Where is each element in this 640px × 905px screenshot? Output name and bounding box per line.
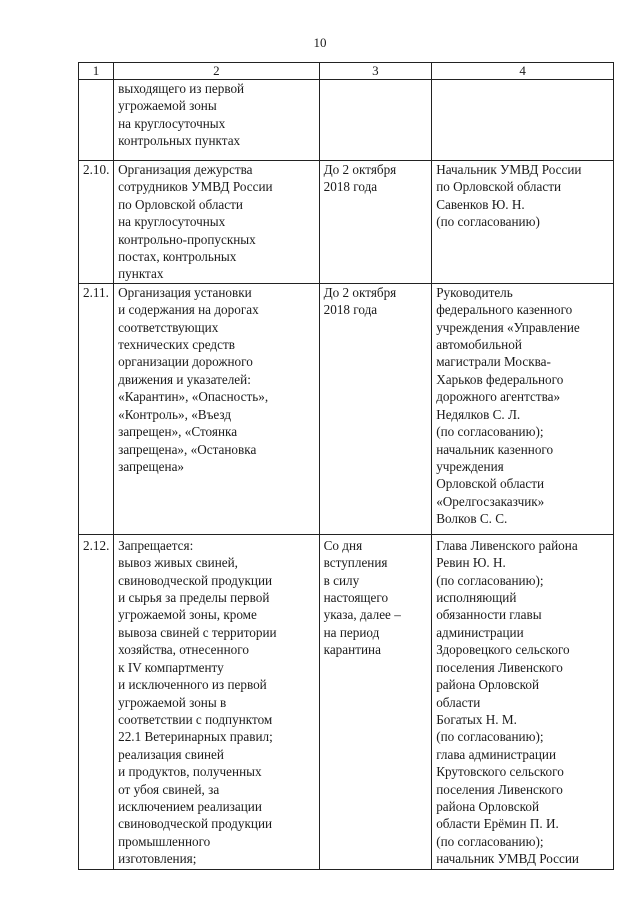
page-number: 10 <box>313 35 327 50</box>
row-action: Организация установки и содержания на дорогах соответствующих технических средств организации дорожного движения и указателей: «Карантин», «Опасность», «Контроль», «Въезд запрещен», «Стоянка запрещена», «Остановка запрещена» <box>114 283 320 534</box>
row-action: Запрещается: вывоз живых свиней, свиноводческой продукции и сырья за пределы первой угрожаемой зоны, кроме вывоза свиней с территории хозяйства, отнесенного к IV компартменту и исключенного из первой угрожаемой зоны в соответствии с подпунктом 22.1 Ветеринарных правил; реализация свиней и продуктов, полученных от убоя свиней, за исключением реализации свиноводческой продукции промышленного изготовления; <box>114 534 320 869</box>
row-responsible: Начальник УМВД России по Орловской области Савенков Ю. Н. (по согласованию) <box>432 161 614 284</box>
row-responsible: Руководитель федерального казенного учреждения «Управление автомобильной магистрали Москва- Харьков федерального дорожного агентства» Недялков С. Л. (по согласованию); начальник казенного учреждения Орловской области «Орелгосзаказчик» Волков С. С. <box>432 283 614 534</box>
header-cell-4: 4 <box>432 63 614 80</box>
row-deadline: До 2 октября 2018 года <box>319 283 432 534</box>
header-cell-2: 2 <box>114 63 320 80</box>
row-number: 2.12. <box>79 534 114 869</box>
table-row <box>79 161 614 284</box>
measures-table <box>78 62 614 870</box>
header-cell-3: 3 <box>319 63 432 80</box>
row-action: Организация дежурства сотрудников УМВД России по Орловской области на круглосуточных контрольно-пропускных постах, контрольных пунктах <box>114 161 320 284</box>
row-deadline <box>319 80 432 161</box>
row-number: 2.10. <box>79 161 114 284</box>
row-responsible: Глава Ливенского района Ревин Ю. Н. (по согласованию); исполняющий обязанности главы администрации Здоровецкого сельского поселения Ливенского района Орловской области Богатых Н. М. (по согласованию); глава администрации Крутовского сельского поселения Ливенского района Орловской области Ерёмин П. И. (по согласованию); начальник УМВД России <box>432 534 614 869</box>
row-responsible <box>432 80 614 161</box>
row-deadline: Со дня вступления в силу настоящего указа, далее – на период карантина <box>319 534 432 869</box>
row-action: выходящего из первой угрожаемой зоны на круглосуточных контрольных пунктах <box>114 80 320 161</box>
table-row <box>79 534 614 869</box>
table-header-row <box>79 63 614 80</box>
table-row <box>79 283 614 534</box>
table-row <box>79 80 614 161</box>
row-number <box>79 80 114 161</box>
row-deadline: До 2 октября 2018 года <box>319 161 432 284</box>
row-number: 2.11. <box>79 283 114 534</box>
header-cell-1: 1 <box>79 63 114 80</box>
